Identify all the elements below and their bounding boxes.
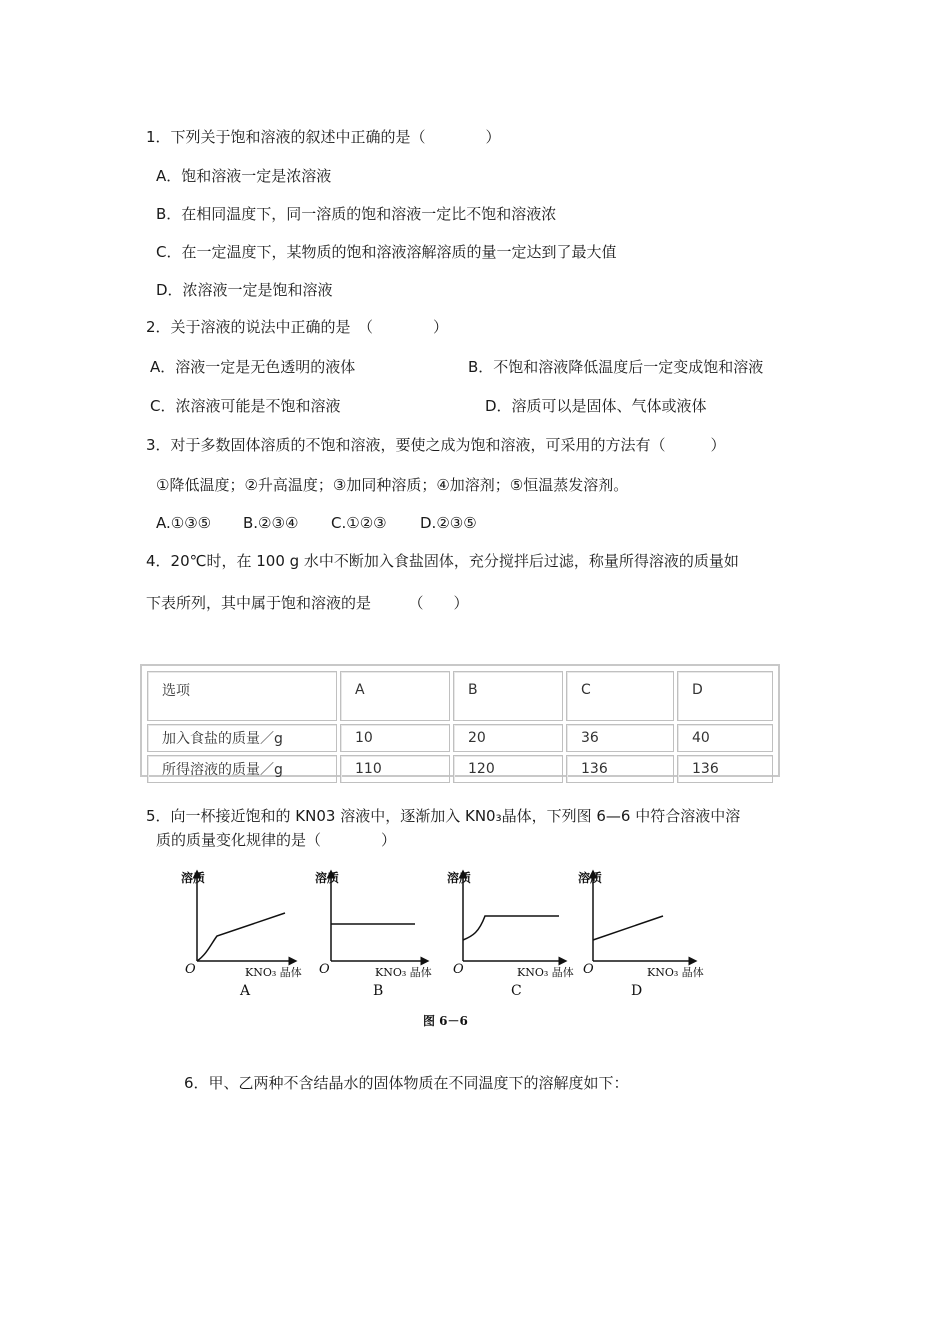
q5-stem-line2: 质的质量变化规律的是（ ）	[156, 831, 397, 849]
origin-label: O	[319, 962, 330, 977]
q3-option-d: D.②③⑤	[420, 514, 477, 532]
q2-stem: 2．关于溶液的说法中正确的是 （ ）	[146, 318, 449, 336]
q2-option-d: D．溶质可以是固体、气体或液体	[485, 397, 707, 415]
q5-figure	[175, 866, 735, 1041]
figure-caption: 图 6－6	[423, 1014, 468, 1028]
origin-label: O	[185, 962, 196, 977]
curve-d	[593, 916, 663, 940]
q1-option-d: D．浓溶液一定是饱和溶液	[156, 281, 333, 299]
graph-d	[578, 870, 704, 999]
table-row	[147, 755, 773, 783]
x-label: KNO₃ 晶体	[517, 966, 574, 979]
q4-stem-line2: 下表所列，其中属于饱和溶液的是 （ ）	[146, 594, 469, 612]
y-label: 溶质	[447, 871, 472, 885]
table-cell: 选项	[147, 671, 337, 721]
curve-a	[197, 913, 285, 961]
table-cell: 120	[453, 755, 563, 783]
table-cell: 110	[340, 755, 450, 783]
graph-label: A	[240, 983, 251, 999]
y-label: 溶质	[315, 871, 340, 885]
q1-option-a: A．饱和溶液一定是浓溶液	[156, 167, 332, 185]
table-cell: 10	[340, 724, 450, 752]
origin-label: O	[453, 962, 464, 977]
table-cell: D	[677, 671, 773, 721]
table-cell: 加入食盐的质量／g	[147, 724, 337, 752]
graph-c	[447, 870, 574, 999]
q6-stem: 6．甲、乙两种不含结晶水的固体物质在不同温度下的溶解度如下：	[184, 1074, 629, 1092]
q3-methods: ①降低温度；②升高温度；③加同种溶质；④加溶剂；⑤恒温蒸发溶剂。	[156, 476, 629, 494]
graph-a	[181, 870, 302, 999]
y-label: 溶质	[181, 871, 206, 885]
table-cell: C	[566, 671, 674, 721]
q2-option-c: C．浓溶液可能是不饱和溶液	[150, 397, 341, 415]
q3-option-c: C.①②③	[331, 514, 387, 532]
q4-stem-line1: 4．20℃时，在 100 g 水中不断加入食盐固体，充分搅拌后过滤，称量所得溶液的质量如	[146, 552, 739, 570]
q5-stem-line1: 5．向一杯接近饱和的 KN03 溶液中，逐渐加入 KN0₃晶体，下列图 6—6 中符合溶液中溶	[146, 807, 741, 825]
graph-label: C	[511, 983, 522, 999]
graph-label: B	[373, 983, 384, 999]
q4-table	[140, 664, 780, 777]
graph-b	[315, 870, 432, 999]
x-label: KNO₃ 晶体	[245, 966, 302, 979]
q3-stem: 3．对于多数固体溶质的不饱和溶液，要使之成为饱和溶液，可采用的方法有（ ）	[146, 436, 726, 454]
x-label: KNO₃ 晶体	[647, 966, 704, 979]
q1-option-b: B．在相同温度下，同一溶质的饱和溶液一定比不饱和溶液浓	[156, 205, 557, 223]
table-cell: 136	[677, 755, 773, 783]
table-cell: 36	[566, 724, 674, 752]
table-cell: 40	[677, 724, 773, 752]
q2-option-b: B．不饱和溶液降低温度后一定变成饱和溶液	[468, 358, 764, 376]
table-cell: A	[340, 671, 450, 721]
q2-option-a: A．溶液一定是无色透明的液体	[150, 358, 356, 376]
graph-label: D	[631, 983, 643, 999]
q3-option-b: B.②③④	[243, 514, 299, 532]
curve-c	[463, 916, 559, 940]
table-cell: 136	[566, 755, 674, 783]
table-row	[147, 724, 773, 752]
q3-option-a: A.①③⑤	[156, 514, 212, 532]
table-header-row	[147, 671, 773, 721]
table-cell: B	[453, 671, 563, 721]
x-label: KNO₃ 晶体	[375, 966, 432, 979]
table-cell: 所得溶液的质量／g	[147, 755, 337, 783]
q1-stem: 1．下列关于饱和溶液的叙述中正确的是（ ）	[146, 128, 501, 146]
table-cell: 20	[453, 724, 563, 752]
q1-option-c: C．在一定温度下，某物质的饱和溶液溶解溶质的量一定达到了最大值	[156, 243, 617, 261]
y-label: 溶质	[578, 871, 603, 885]
origin-label: O	[583, 962, 594, 977]
